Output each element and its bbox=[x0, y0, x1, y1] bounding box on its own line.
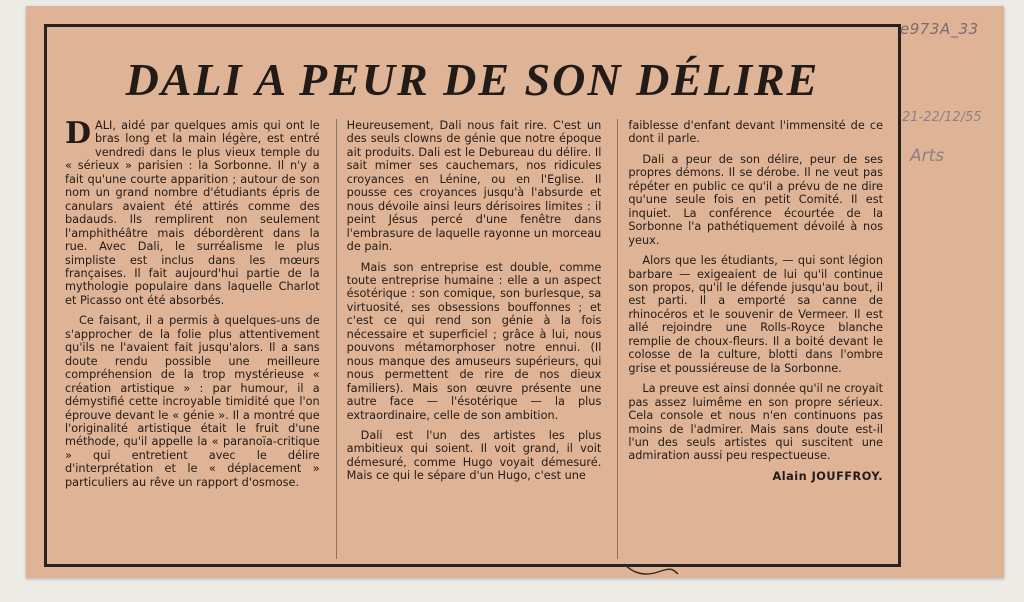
article-paragraph: Mais son entreprise est double, comme toute entreprise humaine : elle a un aspect ésotérique : son comique, son burlesque, sa virtuosité, ses obsessions bouffonnes ; et c'est ce qui rend son génie à la fois nécessaire et superficiel ; grâce à lui, nous pouvons métamorphoser notre ennui. (Il nous manque des amuseurs supérieurs, qui nous permettent de rire de nos dieux familiers). Mais son œuvre présente une autre face — l'ésotérique — la plus extraordinaire, celle de son ambition. bbox=[346, 260, 602, 422]
article-column-2 bbox=[336, 119, 602, 559]
article-column-1 bbox=[65, 119, 320, 559]
drop-cap: D bbox=[65, 119, 92, 151]
article-paragraph: Alors que les étudiants, — qui sont légion barbare — exigeaient de lui qu'il continue son propos, qu'il le défende jusqu'au bout, il est parti. Il a emporté sa canne de rhinocéros et le souvenir de Vermeer. Il est allé rejoindre une Rolls-Royce blanche remplie de choux-fleurs. Il a boité devant le colosse de la culture, blotti dans l'ombre grise et poussiéreuse de la Sorbonne. bbox=[628, 254, 884, 375]
article-paragraph: Heureusement, Dali nous fait rire. C'est un des seuls clowns de génie que notre époque ait produits. Dali est le Debureau du délire. Il sait mimer ses cauchemars, nos ridicules croyances en Lénine, ou en l'Eglise. Il pousse ces croyances jusqu'à l'absurde et nous dévoile ainsi leurs dérisoires limites : il peint Jésus percé d'une fenêtre dans l'embrasure de laquelle rayonne un morceau de pain. bbox=[346, 119, 602, 254]
thread-icon bbox=[620, 560, 680, 580]
newspaper-clipping bbox=[26, 6, 1004, 578]
article-paragraph: Ce faisant, il a permis à quelques-uns de s'approcher de la folie plus attentivement qu'ils ne l'avaient fait jusqu'alors. Il a sans doute rendu possible une meilleure compréhension de la trop mystérieuse « création artistique » : par humour, il a démystifié cette incroyable timidité que l'on éprouve devant le « génie ». Il a montré que l'originalité artistique était le fruit d'une méthode, qu'il appelle la « paranoïa-critique » qui entretient avec le délire d'interprétation et le « déplacement » particuliers au rêve un rapport d'osmose. bbox=[65, 314, 320, 489]
handwritten-rubric: Arts bbox=[910, 146, 945, 166]
article-title: DALI A PEUR DE SON DÉLIRE bbox=[125, 54, 820, 105]
article-paragraph: La preuve est ainsi donnée qu'il ne croyait pas assez luimême en son propre sérieux. Cela console et nous n'en continuons pas moins de l'admirer. Mais sans doute est-il l'un des seuls artistes qui suscitent une admiration aussi peu respectueuse. bbox=[628, 382, 884, 463]
article-paragraph: Dali est l'un des artistes les plus ambitieux qui soient. Il voit grand, il voit démesuré, comme Hugo voyait démesuré. Mais ce qui le sépare d'un Hugo, c'est une bbox=[346, 428, 602, 483]
article-columns bbox=[65, 119, 883, 559]
article-paragraph: DALI, aidé par quelques amis qui ont le bras long et la main légère, est entré vendredi dans le plus vieux temple du « sérieux » parisien : la Sorbonne. Il n'y a fait qu'une courte apparition ; autour de son nom un grand nombre d'étudiants épris de canulars avaient été attirés comme des badauds. Ils remplirent non seulement l'amphithéâtre mais débordèrent dans la rue. Avec Dali, le surréalisme le plus simpliste est inclus dans les mœurs françaises. Il fait aujourd'hui partie de la mythologie populaire dans laquelle Charlot et Picasso ont été absorbés. bbox=[65, 119, 320, 307]
handwritten-date: 21-22/12/55 bbox=[902, 110, 982, 125]
archive-reference: e973A_33 bbox=[900, 20, 979, 38]
article-frame bbox=[44, 24, 901, 567]
article-paragraph: faiblesse d'enfant devant l'immensité de ce dont il parle. bbox=[628, 119, 884, 146]
margin-annotations bbox=[894, 6, 1004, 578]
article-column-3 bbox=[617, 119, 883, 559]
author-signature: Alain JOUFFROY. bbox=[772, 469, 884, 483]
article-paragraph: Dali a peur de son délire, peur de ses propres démons. Il se dérobe. Il ne veut pas répéter en public ce qu'il a prévu de ne dire qu'une seule fois en petit Comité. Il est inquiet. La conférence écourtée de la Sorbonne l'a pathétiquement dévoilé à nos yeux. bbox=[628, 152, 884, 247]
